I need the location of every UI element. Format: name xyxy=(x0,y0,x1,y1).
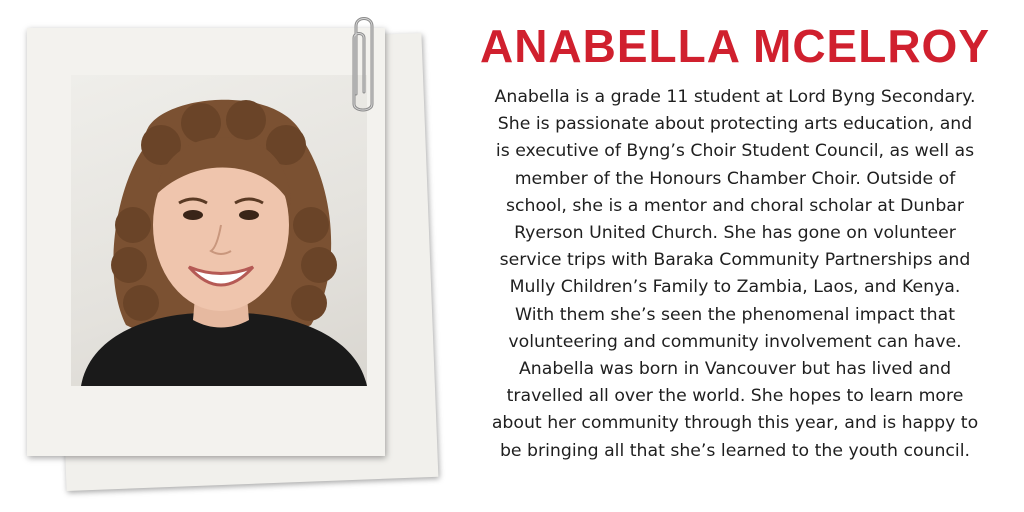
bio-line: be bringing all that she’s learned to the youth council. xyxy=(499,440,971,461)
paperclip-icon xyxy=(346,8,382,112)
bio-line: travelled all over the world. She hopes to learn more xyxy=(506,386,964,407)
bio-line: volunteering and community involvement can have. xyxy=(508,331,962,352)
profile-bio xyxy=(470,84,1000,465)
portrait-photo xyxy=(71,75,367,386)
bio-line: Anabella is a grade 11 student at Lord Byng Secondary. xyxy=(494,87,976,107)
profile-name: ANABELLA MCELROY xyxy=(479,20,991,72)
bio-line: school, she is a mentor and choral scholar at Dunbar xyxy=(506,195,964,216)
bio-line: member of the Honours Chamber Choir. Outside of xyxy=(514,168,956,189)
bio-line: Mully Children’s Family to Zambia, Laos, and Kenya. xyxy=(509,277,961,298)
bio-line: is executive of Byng’s Choir Student Council, as well as xyxy=(495,141,975,162)
bio-line: service trips with Baraka Community Partnerships and xyxy=(499,250,971,271)
bio-line: Anabella was born in Vancouver but has lived and xyxy=(518,359,952,380)
bio-line: She is passionate about protecting arts education, and xyxy=(497,114,973,135)
portrait-illustration xyxy=(71,75,367,386)
bio-line: about her community through this year, and is happy to xyxy=(491,413,979,434)
bio-line: With them she’s seen the phenomenal impact that xyxy=(514,304,955,325)
bio-line: Ryerson United Church. She has gone on volunteer xyxy=(514,223,956,244)
polaroid-frame xyxy=(27,28,385,456)
